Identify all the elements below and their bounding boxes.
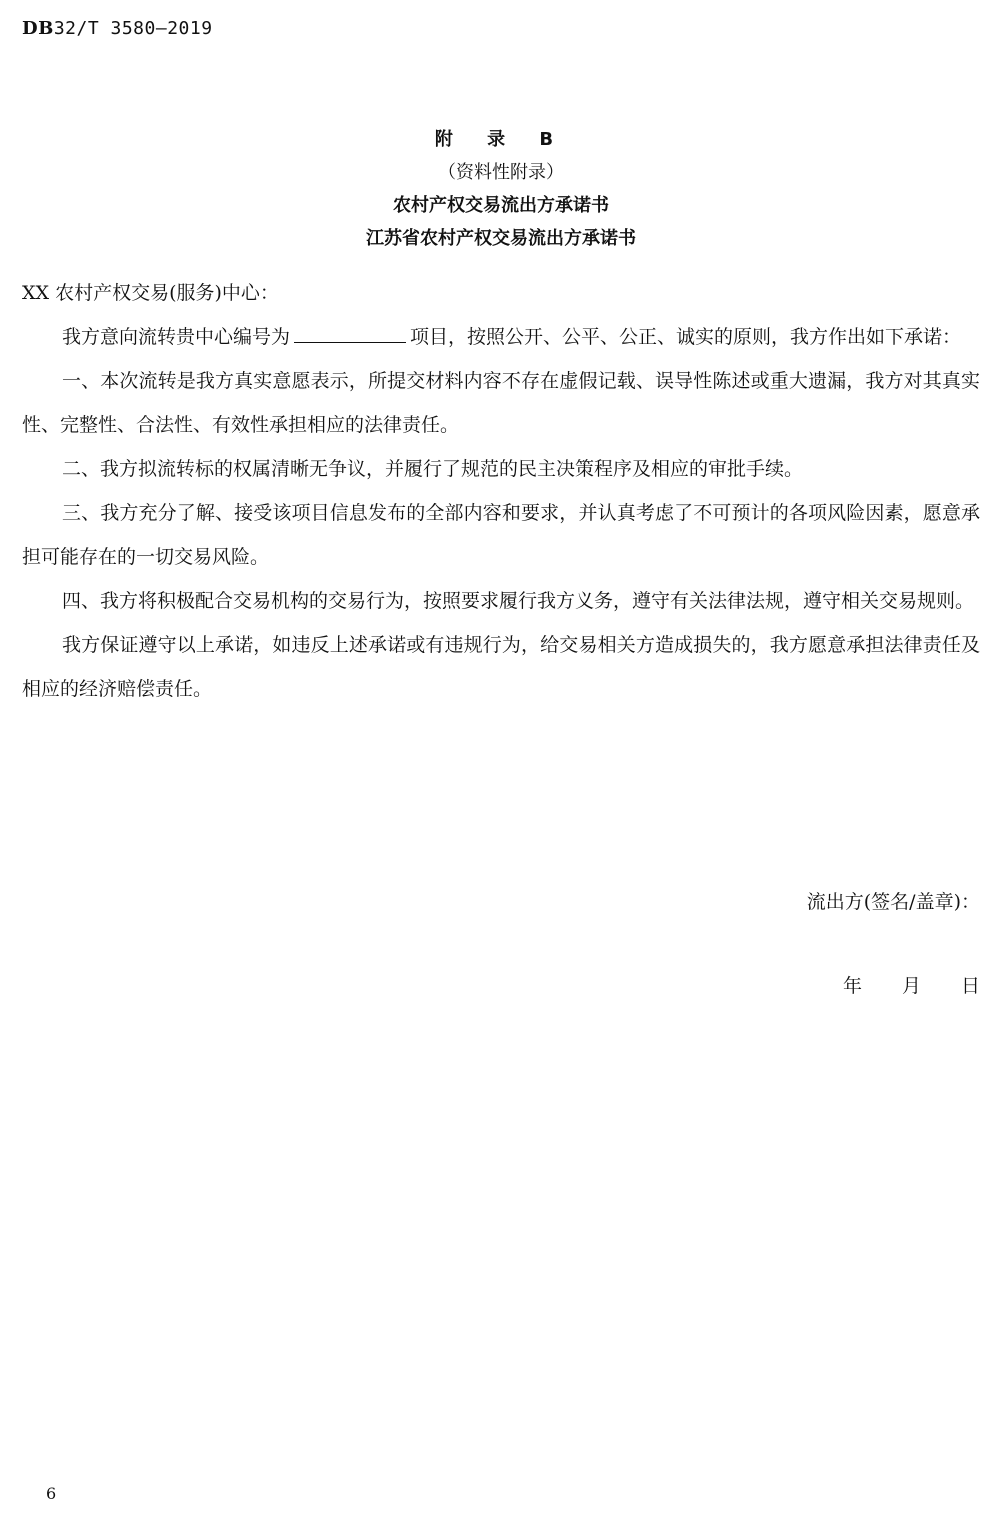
intro-text-after: 项目，按照公开、公平、公正、诚实的原则，我方作出如下承诺： xyxy=(410,326,962,348)
date-day: 日 xyxy=(960,975,980,997)
heading-block xyxy=(0,126,1002,258)
date-month: 月 xyxy=(901,975,921,997)
document-code xyxy=(22,18,213,39)
clause-3: 三、我方充分了解、接受该项目信息发布的全部内容和要求，并认真考虑了不可预计的各项风险因素，愿意承担可能存在的一切交易风险。 xyxy=(22,502,980,568)
addressee: XX 农村产权交易(服务)中心： xyxy=(22,282,279,304)
page-number: 6 xyxy=(46,1484,57,1503)
document-code-prefix: DB xyxy=(22,18,54,39)
letter-body xyxy=(22,271,980,711)
closing-paragraph: 我方保证遵守以上承诺，如违反上述承诺或有违规行为，给交易相关方造成损失的，我方愿意承担法律责任及相应的经济赔偿责任。 xyxy=(22,634,980,700)
intro-text-before: 我方意向流转贵中心编号为 xyxy=(62,326,291,348)
document-title: 农村产权交易流出方承诺书 xyxy=(393,195,609,216)
date-year: 年 xyxy=(842,975,862,997)
document-code-number: 32/T 3580—2019 xyxy=(53,18,213,39)
project-number-blank[interactable] xyxy=(294,324,406,343)
date-row xyxy=(843,966,980,1006)
clause-2: 二、我方拟流转标的权属清晰无争议，并履行了规范的民主决策程序及相应的审批手续。 xyxy=(62,458,804,480)
clause-4: 四、我方将积极配合交易机构的交易行为，按照要求履行我方义务，遵守有关法律法规，遵守相关交易规则。 xyxy=(62,590,975,612)
appendix-type: （资料性附录） xyxy=(438,162,564,183)
appendix-title: 附 录 B xyxy=(434,129,568,150)
document-subtitle: 江苏省农村产权交易流出方承诺书 xyxy=(366,228,636,249)
clause-1: 一、本次流转是我方真实意愿表示，所提交材料内容不存在虚假记载、误导性陈述或重大遗漏，我方对其真实性、完整性、合法性、有效性承担相应的法律责任。 xyxy=(22,370,980,436)
signature-label: 流出方(签名/盖章)： xyxy=(806,891,980,913)
intro-paragraph xyxy=(22,315,980,359)
